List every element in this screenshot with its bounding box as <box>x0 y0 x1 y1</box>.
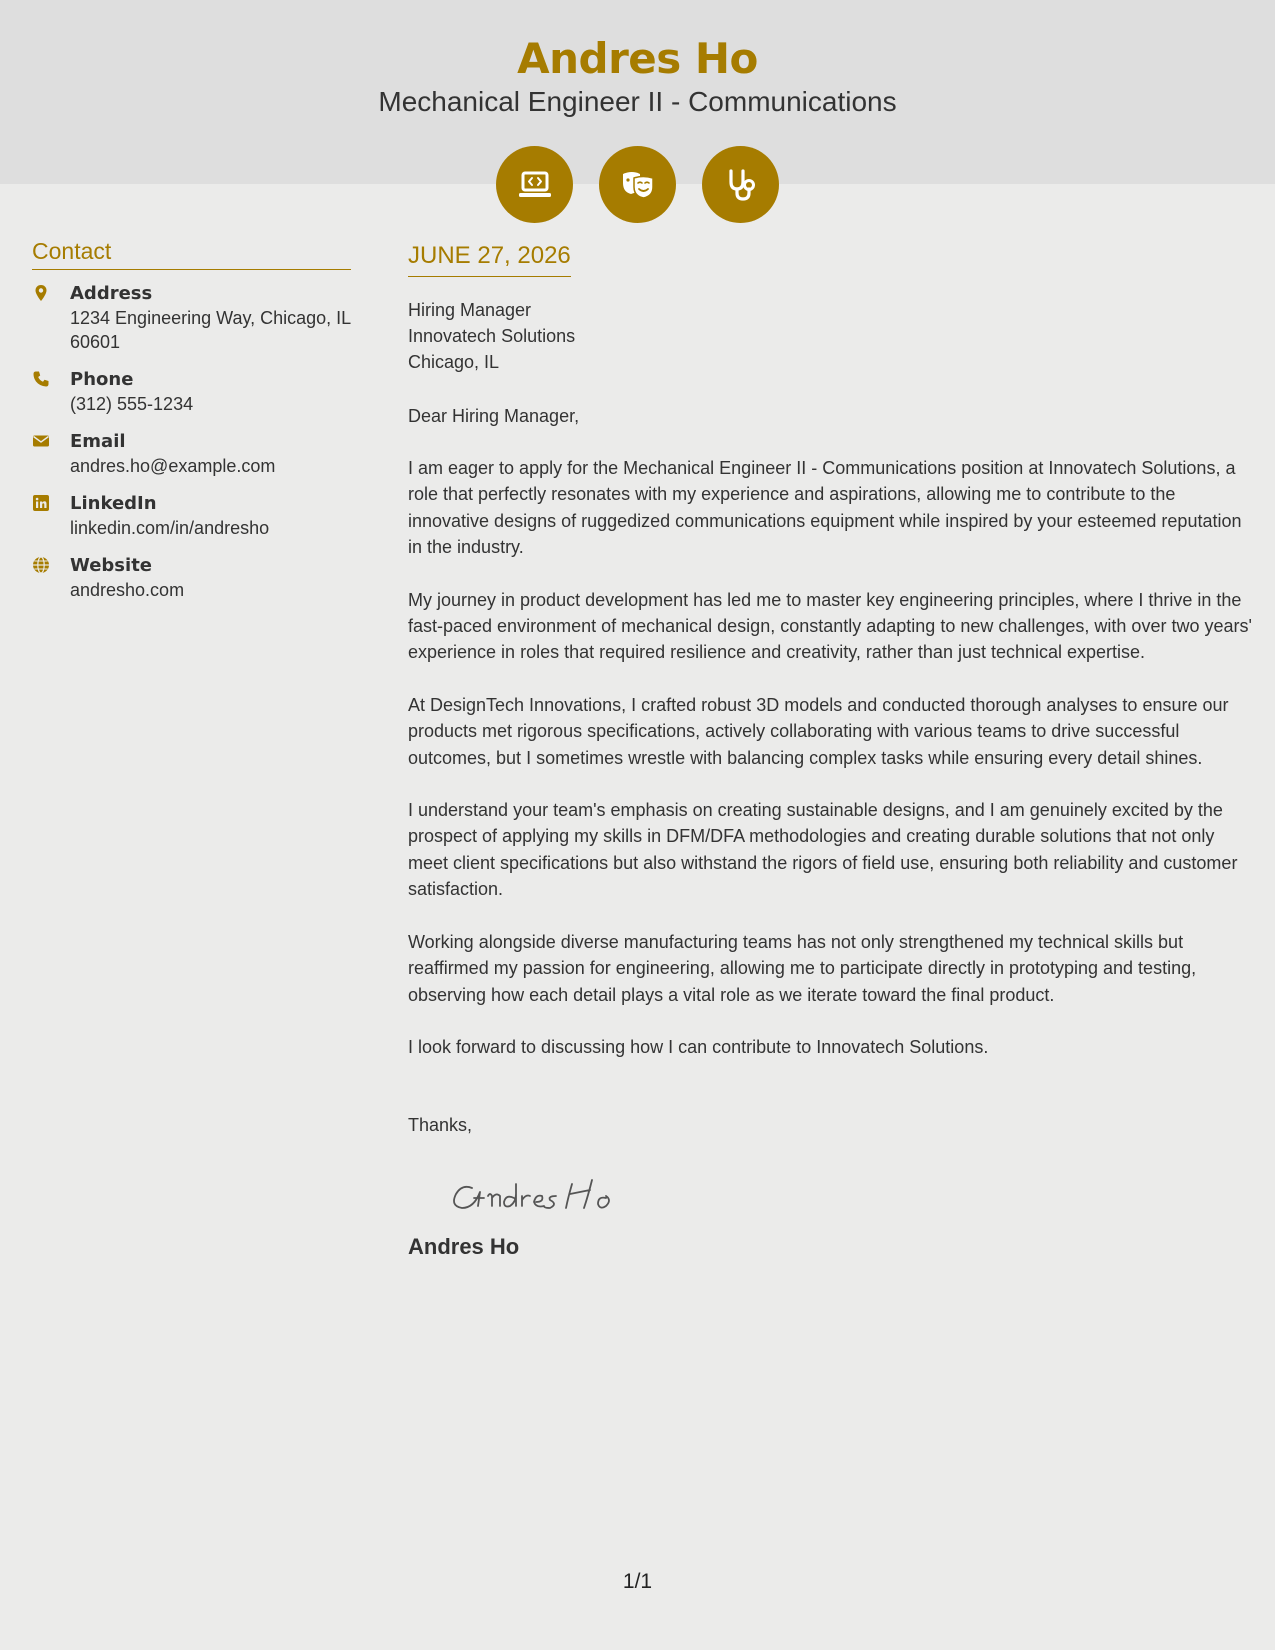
closing: Thanks, <box>408 1115 473 1136</box>
letter-paragraph: At DesignTech Innovations, I crafted robust 3D models and conducted thorough analyses to ensure our products met rigorous specifications, actively collaborating with various teams to drive successful outcomes, but I sometimes wrestle with balancing complex tasks while ensuring every detail shines. <box>408 694 1229 768</box>
contact-item-website <box>32 554 351 602</box>
letter-date: JUNE 27, 2026 <box>408 242 571 277</box>
contact-item-email <box>32 430 351 478</box>
letter-paragraph: Working alongside diverse manufacturing teams has not only strengthened my technical skills but reaffirmed my passion for engineering, allowing me to participate directly in prototyping and testing, observing how each detail plays a vital role as we iterate toward the final product. <box>408 931 1197 1005</box>
contact-value: andres.ho@example.com <box>70 456 276 476</box>
letter-body <box>408 242 1253 1260</box>
contact-list <box>32 282 351 602</box>
recipient-line: Chicago, IL <box>408 352 500 372</box>
contact-value: (312) 555-1234 <box>70 394 194 414</box>
contact-label: LinkedIn <box>70 493 157 514</box>
laptop-code-icon <box>496 146 573 223</box>
contact-label: Phone <box>70 369 134 390</box>
globe-icon <box>32 554 70 602</box>
handwritten-signature <box>444 1158 1253 1220</box>
job-title: Mechanical Engineer II - Communications <box>378 86 897 117</box>
letter-paragraph: My journey in product development has led me to master key engineering principles, where I thrive in the fast-paced environment of mechanical design, constantly adapting to new challenges, with over two years' experience in roles that required resilience and creativity, rather than just technical expertise. <box>408 589 1252 663</box>
letter-paragraph: I am eager to apply for the Mechanical Engineer II - Communications position at Innovatech Solutions, a role that perfectly resonates with my experience and aspirations, allowing me to contribute to the innovative designs of ruggedized communications equipment while inspired by your esteemed reputation in the industry. <box>408 458 1242 558</box>
contact-label: Address <box>70 283 153 304</box>
location-pin-icon <box>32 282 70 354</box>
interest-icons <box>496 146 779 223</box>
phone-icon <box>32 368 70 416</box>
theater-masks-icon <box>599 146 676 223</box>
page-number: 1/1 <box>622 1570 653 1593</box>
contact-label: Website <box>70 555 153 576</box>
applicant-name: Andres Ho <box>517 34 758 83</box>
recipient-block <box>408 297 1253 375</box>
contact-value: linkedin.com/in/andresho <box>70 518 270 538</box>
letter-paragraph: I understand your team's emphasis on creating sustainable designs, and I am genuinely excited by the prospect of applying my skills in DFM/DFA methodologies and creating durable solutions that not only meet client specifications but also withstand the rigors of field use, ensuring both reliability and customer satisfaction. <box>408 800 1238 900</box>
stethoscope-icon <box>702 146 779 223</box>
contact-label: Email <box>70 431 126 452</box>
signatory-name: Andres Ho <box>408 1234 520 1260</box>
salutation: Dear Hiring Manager, <box>408 406 580 426</box>
contact-item-address <box>32 282 351 354</box>
linkedin-icon <box>32 492 70 540</box>
contact-section-title: Contact <box>32 238 351 270</box>
contact-sidebar <box>32 238 351 616</box>
letter-paragraph: I look forward to discussing how I can contribute to Innovatech Solutions. <box>408 1036 989 1057</box>
contact-value: andresho.com <box>70 580 185 600</box>
recipient-line: Innovatech Solutions <box>408 326 576 346</box>
contact-value: 1234 Engineering Way, Chicago, IL 60601 <box>70 308 351 352</box>
contact-item-linkedin <box>32 492 351 540</box>
recipient-line: Hiring Manager <box>408 300 532 320</box>
envelope-icon <box>32 430 70 478</box>
contact-item-phone <box>32 368 351 416</box>
